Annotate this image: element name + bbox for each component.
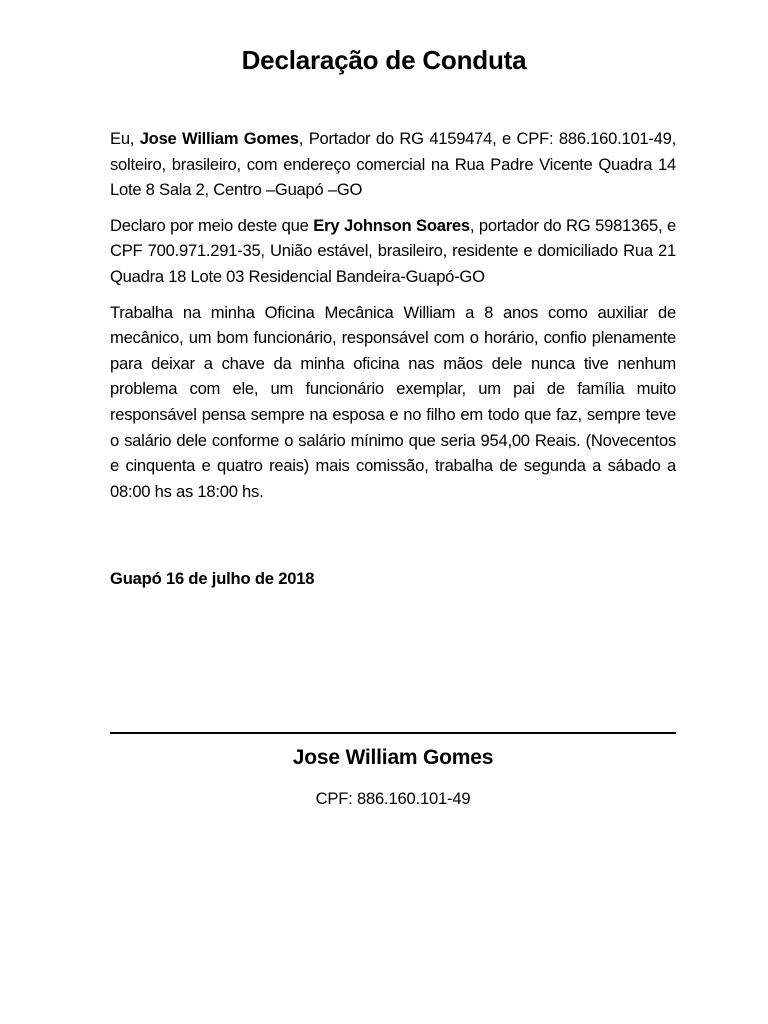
- signature-line: [110, 732, 676, 734]
- paragraph-employee-rest: , portador do RG 5981365, e CPF 700.971.291-35, União estável, brasileiro, residente e domiciliado Rua 21 Quadra 18 Lote 03 Residencial Bandeira-Guapó-GO: [110, 215, 676, 286]
- paragraph-employee: [110, 213, 676, 290]
- document-title: Declaração de Conduta: [241, 45, 527, 75]
- signer-cpf: CPF: 886.160.101-49: [315, 789, 471, 808]
- paragraph-declarant-lead: Eu,: [110, 129, 140, 148]
- paragraph-conduct: Trabalha na minha Oficina Mecânica William a 8 anos como auxiliar de mecânico, um bom funcionário, responsável com o horário, confio plenamente para deixar a chave da minha oficina nas mãos dele nunca tive nenhum problema com ele, um funcionário exemplar, um pai de família muito responsável pensa sempre na esposa e no filho em todo que faz, sempre teve o salário dele conforme o salário mínimo que seria 954,00 Reais. (Novecentos e cinquenta e quatro reais) mais comissão, trabalha de segunda a sábado a 08:00 hs as 18:00 hs.: [110, 302, 676, 501]
- document-date: Guapó 16 de julho de 2018: [110, 569, 315, 588]
- declarant-name: Jose William Gomes: [139, 129, 299, 148]
- employee-name: Ery Johnson Soares: [313, 215, 470, 235]
- signer-name: Jose William Gomes: [292, 746, 494, 769]
- paragraph-declarant-rest: , Portador do RG 4159474, e CPF: 886.160.101-49, solteiro, brasileiro, com endereço comercial na Rua Padre Vicente Quadra 14 Lote 8 Sala 2, Centro –Guapó –GO: [110, 129, 676, 200]
- paragraph-declarant: [110, 126, 676, 203]
- document-body: [110, 126, 676, 504]
- paragraph-employee-lead: Declaro por meio deste que: [110, 215, 314, 235]
